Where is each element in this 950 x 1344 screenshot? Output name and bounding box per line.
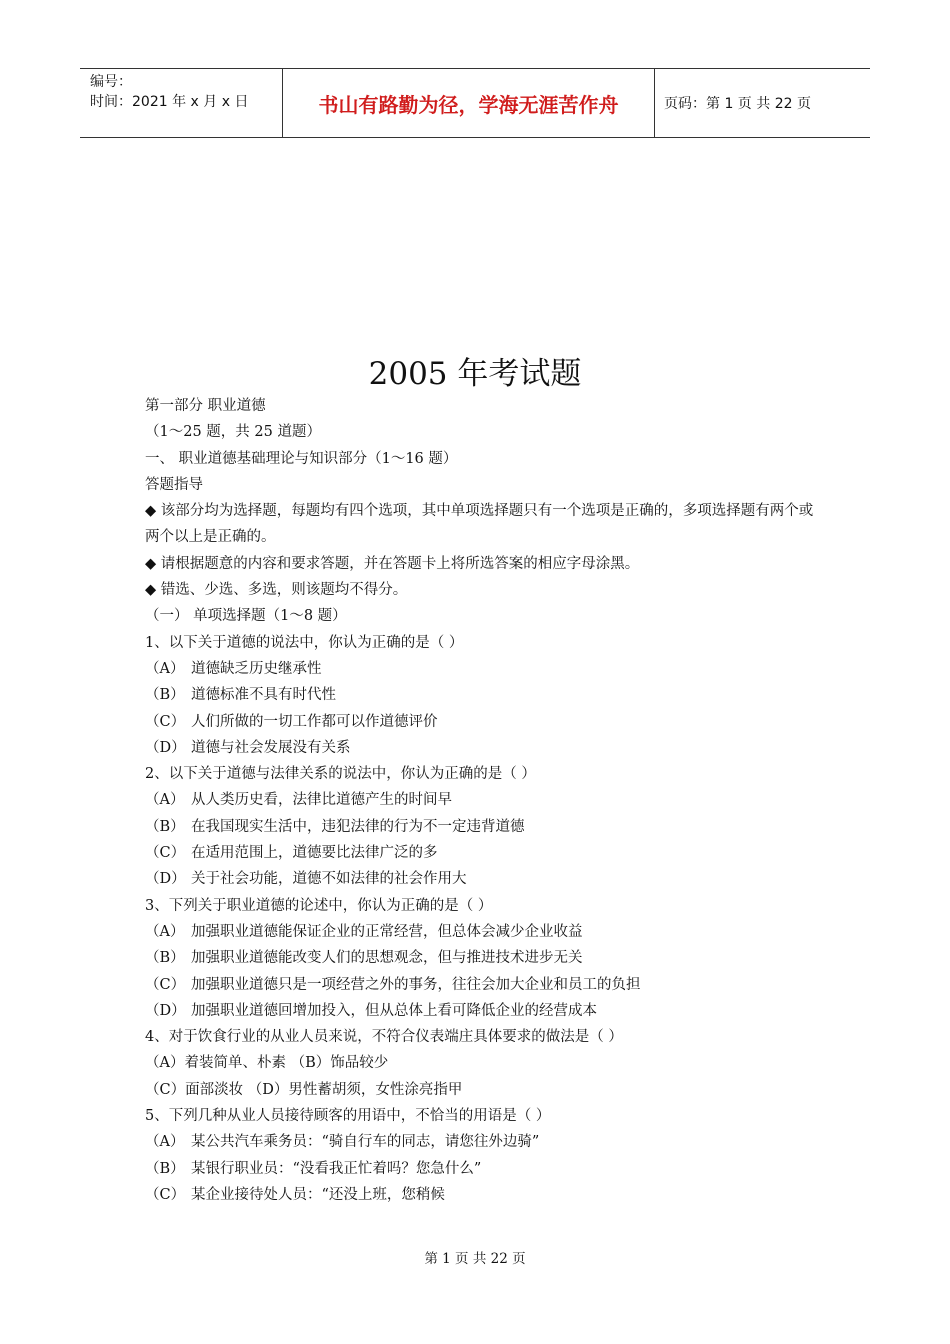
answer-option xyxy=(145,998,817,1024)
guide-bullet: ◆ 错选、少选、多选，则该题均不得分。 xyxy=(145,582,408,599)
option-text: 某银行职业员：“没看我正忙着吗？您急什么” xyxy=(191,1160,482,1177)
option-label: （D） xyxy=(145,739,186,756)
option-text: 加强职业道德能改变人们的思想观念，但与推进技术进步无关 xyxy=(191,950,583,967)
guide-bullet: ◆ 请根据题意的内容和要求答题，并在答题卡上将所选答案的相应字母涂黑。 xyxy=(145,555,640,572)
option-label: （B） xyxy=(145,950,185,967)
document-time: 时间：2021 年 x 月 x 日 xyxy=(90,94,249,110)
document-title: 2005 年考试题 xyxy=(368,356,582,392)
section-heading: 一、 职业道德基础理论与知识部分（1～16 题） xyxy=(145,450,458,467)
answer-option xyxy=(145,787,817,813)
header-motto: 书山有路勤为径，学海无涯苦作舟 xyxy=(282,69,655,137)
question-stem: 5、下列几种从业人员接待顾客的用语中，不恰当的用语是（ ） xyxy=(145,1108,551,1125)
question-stem: 1、以下关于道德的说法中，你认为正确的是（ ） xyxy=(145,634,464,651)
option-label: （D） xyxy=(145,1002,186,1019)
option-text: 道德缺乏历史继承性 xyxy=(191,660,322,677)
option-text: 从人类历史看，法律比道德产生的时间早 xyxy=(191,792,452,809)
option-text: 关于社会功能，道德不如法律的社会作用大 xyxy=(191,871,467,888)
option-text: 加强职业道德能保证企业的正常经营，但总体会减少企业收益 xyxy=(191,923,583,940)
answer-option xyxy=(145,1156,817,1182)
option-label: （A） xyxy=(145,923,185,940)
document-body xyxy=(145,393,817,1208)
subsection-heading: （一） 单项选择题（1～8 题） xyxy=(145,608,347,625)
header-page-info: 页码：第 1 页 共 22 页 xyxy=(664,96,811,112)
answer-option xyxy=(145,972,817,998)
answer-option xyxy=(145,866,817,892)
guide-bullet: ◆ 该部分均为选择题，每题均有四个选项，其中单项选择题只有一个选项是正确的，多项选择题有两个或两个以上是正确的。 xyxy=(145,503,814,546)
question-range: （1～25 题，共 25 道题） xyxy=(145,424,321,441)
option-text: 道德与社会发展没有关系 xyxy=(191,739,351,756)
header-meta xyxy=(80,69,282,137)
option-text: 某企业接待处人员：“还没上班，您稍候 xyxy=(191,1186,445,1203)
answer-option xyxy=(145,656,817,682)
answer-option xyxy=(145,709,817,735)
option-label: （C） xyxy=(145,976,186,993)
page-footer: 第 1 页 共 22 页 xyxy=(424,1251,526,1267)
answer-option-line: （C）面部淡妆 （D）男性蓄胡须，女性涂亮指甲 xyxy=(145,1081,463,1098)
option-text: 某公共汽车乘务员：“骑自行车的同志，请您往外边骑” xyxy=(191,1134,540,1151)
option-text: 在适用范围上，道德要比法律广泛的多 xyxy=(191,845,438,862)
part-heading: 第一部分 职业道德 xyxy=(145,398,266,414)
answer-option xyxy=(145,814,817,840)
option-text: 人们所做的一切工作都可以作道德评价 xyxy=(191,713,438,730)
option-label: （C） xyxy=(145,845,186,862)
option-label: （A） xyxy=(145,1134,185,1151)
option-label: （C） xyxy=(145,713,186,730)
option-text: 在我国现实生活中，违犯法律的行为不一定违背道德 xyxy=(191,818,525,835)
question-stem: 3、下列关于职业道德的论述中，你认为正确的是（ ） xyxy=(145,897,493,914)
question-stem: 4、对于饮食行业的从业人员来说，不符合仪表端庄具体要求的做法是（ ） xyxy=(145,1029,623,1046)
option-text: 道德标准不具有时代性 xyxy=(191,687,336,704)
answer-option xyxy=(145,1182,817,1208)
option-label: （C） xyxy=(145,1186,186,1203)
option-label: （B） xyxy=(145,687,185,704)
guide-title: 答题指导 xyxy=(145,476,203,493)
answer-option xyxy=(145,919,817,945)
option-text: 加强职业道德回增加投入，但从总体上看可降低企业的经营成本 xyxy=(191,1002,597,1019)
answer-option xyxy=(145,682,817,708)
option-label: （D） xyxy=(145,871,186,888)
answer-option xyxy=(145,1129,817,1155)
option-label: （A） xyxy=(145,792,185,809)
answer-option xyxy=(145,735,817,761)
question-stem: 2、以下关于道德与法律关系的说法中，你认为正确的是（ ） xyxy=(145,766,536,783)
option-text: 加强职业道德只是一项经营之外的事务，往往会加大企业和员工的负担 xyxy=(191,976,641,993)
answer-option xyxy=(145,945,817,971)
option-label: （B） xyxy=(145,818,185,835)
document-number-label: 编号： xyxy=(90,74,132,90)
option-label: （B） xyxy=(145,1160,185,1177)
answer-option-line: （A）着装简单、朴素 （B）饰品较少 xyxy=(145,1055,389,1072)
option-label: （A） xyxy=(145,660,185,677)
answer-option xyxy=(145,840,817,866)
page-header xyxy=(80,68,870,138)
